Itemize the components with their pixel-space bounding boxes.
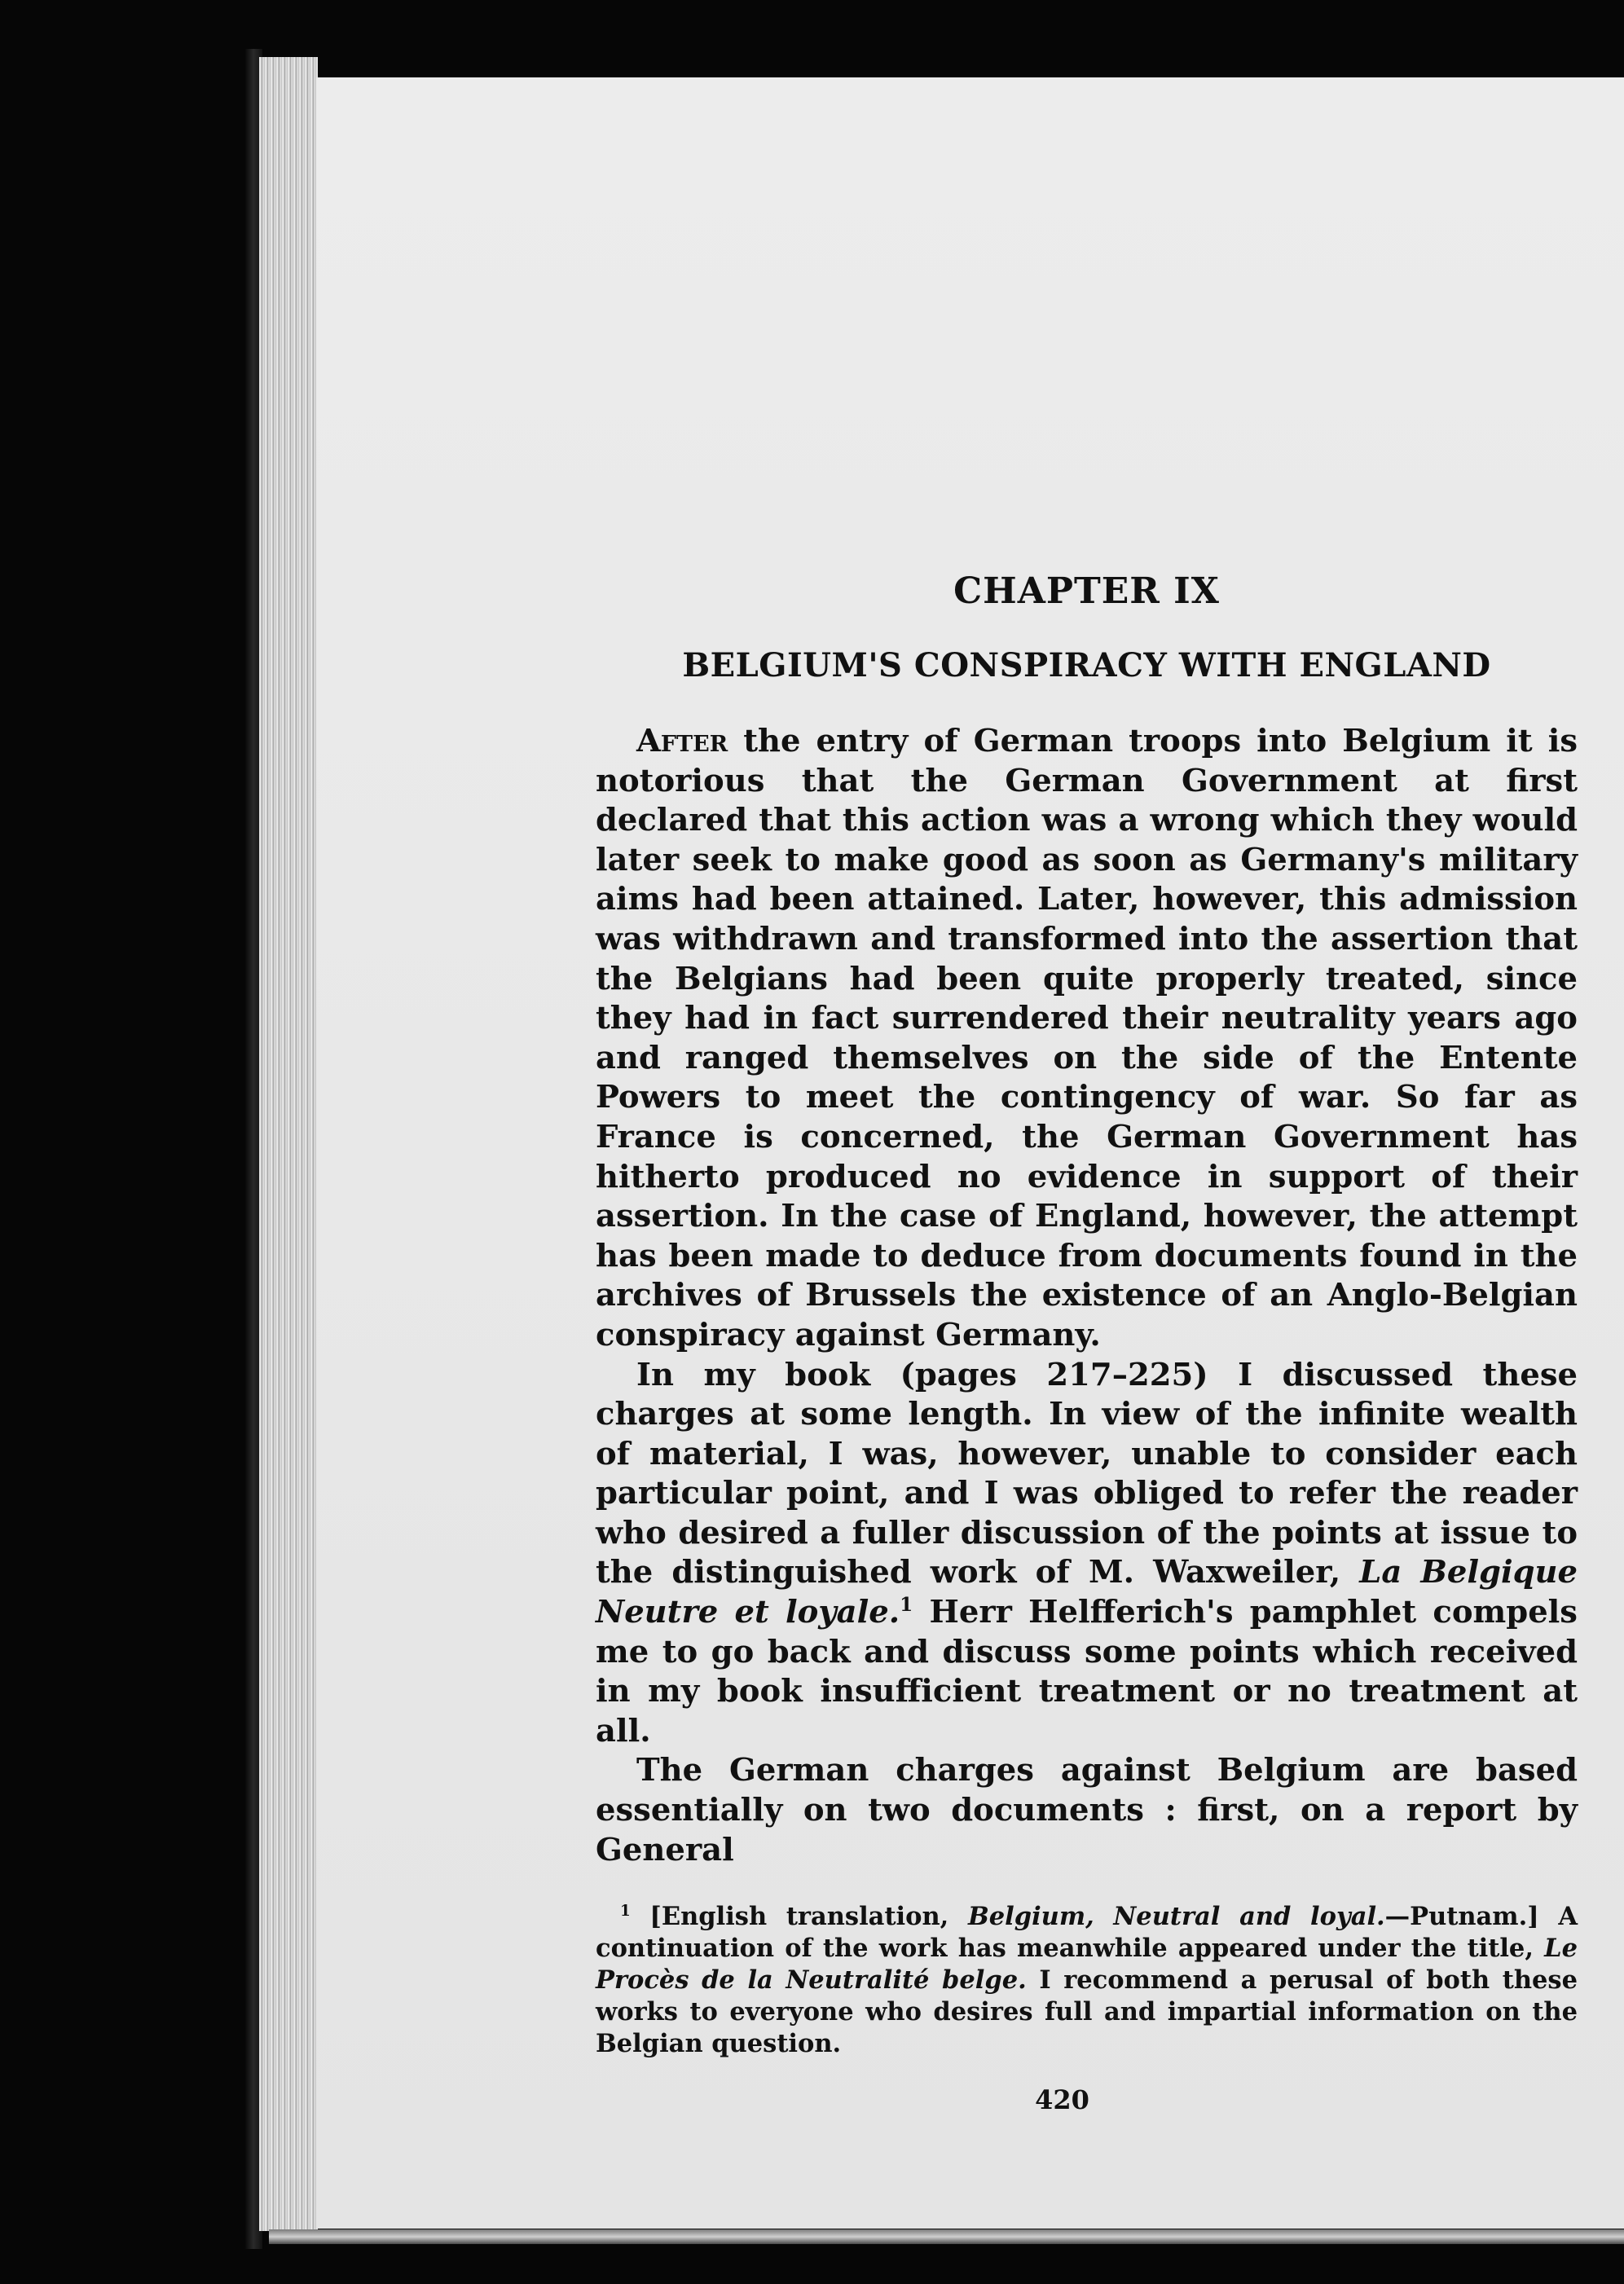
footnote-part-2: —Putnam.] A continuation of the work has meanwhile appeared under the title, <box>596 1902 1578 1964</box>
footnote-reference: 1 <box>900 1594 913 1617</box>
footnote-marker: 1 <box>620 1903 631 1921</box>
paragraph-lead-word: After <box>636 723 728 759</box>
footnote-part-1: [English translation, <box>630 1902 968 1932</box>
page-number: 420 <box>1035 2084 1089 2116</box>
paragraph-2-text-before: In my book (pages 217–225) I discussed these charges at some length. In view of the infinite wealth of material, I was, however, unable to consider each particular point, and I was obliged to refer the reader who desired a fuller discussion of the points at issue to the distinguished work of M. Waxweiler, <box>596 1356 1578 1591</box>
footnote-italic-2: Le Procès de la Neutralité belge. <box>596 1934 1578 1996</box>
paragraph-3-text: The German charges against Belgium are based essentially on two documents : first, on a report by General <box>596 1752 1578 1868</box>
page-edges <box>259 57 318 2231</box>
paragraph-3 <box>596 1751 1578 1870</box>
paragraph-1 <box>596 722 1578 1356</box>
page-text-block <box>596 570 1578 2115</box>
footnote <box>596 1901 1578 2060</box>
paragraph-2 <box>596 1356 1578 1752</box>
work-title-italic: La Belgique Neutre et loyale. <box>596 1554 1578 1631</box>
paragraph-2-text-after: Herr Helfferich's pamphlet compels me to go back and discuss some points which received in my book insufficient treatment or no treatment at all. <box>596 1594 1578 1749</box>
paragraph-1-text: the entry of German troops into Belgium it is notorious that the German Government at first declared that this action was a wrong which they would later seek to make good as soon as Germany's military aims had been attained. Later, however, this admission was withdrawn and transformed into the assertion that the Belgians had been quite properly treated, since they had in fact surrendered their neutrality years ago and ranged themselves on the side of the Entente Powers to meet the contingency of war. So far as France is concerned, the German Government has hitherto produced no evidence in support of their assertion. In the case of England, however, the attempt has been made to deduce from documents found in the archives of Brussels the existence of an Anglo-Belgian conspiracy against Germany. <box>596 723 1578 1353</box>
footnote-part-3: I recommend a perusal of both these works to everyone who desires full and impartial information on the Belgian question. <box>596 1965 1578 2059</box>
chapter-title: BELGIUM'S CONSPIRACY WITH ENGLAND <box>682 646 1491 684</box>
footnote-italic-1: Belgium, Neutral and loyal. <box>967 1902 1385 1932</box>
page-bottom-edge <box>269 2229 1624 2244</box>
chapter-number: CHAPTER IX <box>953 570 1220 612</box>
